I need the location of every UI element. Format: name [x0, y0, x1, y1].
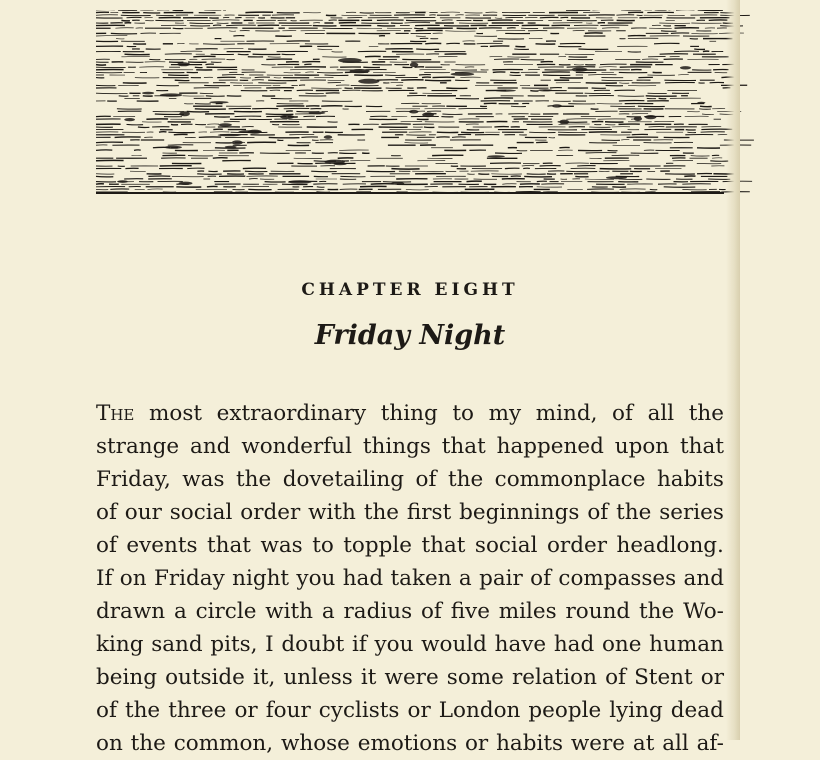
- word: of: [415, 467, 437, 492]
- word: taken: [390, 566, 452, 591]
- word: round: [565, 599, 631, 624]
- word: order: [240, 500, 301, 525]
- word: dovetailing: [282, 467, 405, 492]
- word: and: [190, 434, 231, 459]
- word: on: [96, 731, 123, 756]
- word: order: [546, 533, 607, 558]
- word: If: [96, 566, 113, 591]
- text-line: [96, 595, 724, 628]
- word: one: [601, 632, 642, 657]
- word: outside: [165, 665, 245, 690]
- word: our: [124, 500, 162, 525]
- word: some: [446, 665, 504, 690]
- word: night: [232, 566, 290, 591]
- word: the: [616, 500, 652, 525]
- word: pits,: [210, 632, 258, 657]
- word: was: [182, 467, 225, 492]
- text-line: [96, 694, 724, 727]
- word: beginnings: [459, 500, 580, 525]
- word: headlong.: [616, 533, 724, 558]
- word: strange: [96, 434, 180, 459]
- word: being: [96, 665, 157, 690]
- word: thing: [380, 401, 438, 426]
- word: radius: [343, 599, 413, 624]
- word: cyclists: [318, 698, 400, 723]
- word: king: [96, 632, 144, 657]
- word: or: [700, 665, 724, 690]
- word: extraordinary: [216, 401, 367, 426]
- word: it,: [253, 665, 276, 690]
- word: the: [447, 467, 484, 492]
- word: or: [234, 698, 258, 723]
- chapter-body: [96, 397, 724, 760]
- word: a: [458, 566, 472, 591]
- word: dead: [670, 698, 724, 723]
- word: emotions: [357, 731, 458, 756]
- text-line: [96, 529, 724, 562]
- word: at: [632, 731, 655, 756]
- word: circle: [195, 599, 257, 624]
- word: the: [688, 401, 724, 426]
- word: three: [168, 698, 227, 723]
- word: five: [450, 599, 490, 624]
- word: the: [236, 467, 272, 492]
- word: were: [384, 665, 439, 690]
- word: common,: [173, 731, 274, 756]
- word: things: [362, 434, 431, 459]
- water-engraving: [96, 0, 724, 195]
- word: Wo-: [683, 599, 724, 624]
- word: whose: [280, 731, 350, 756]
- word: drawn: [96, 599, 166, 624]
- word: of: [96, 698, 117, 723]
- word: wonderful: [241, 434, 352, 459]
- word: a: [321, 599, 335, 624]
- word: of: [96, 533, 117, 558]
- word: that: [441, 434, 486, 459]
- word: have: [494, 632, 547, 657]
- word: had: [342, 566, 384, 591]
- word: four: [265, 698, 311, 723]
- word: to: [452, 401, 474, 426]
- ship-hull-highlight: [226, 0, 566, 11]
- word: habits: [656, 467, 724, 492]
- word: first: [406, 500, 452, 525]
- word: lying: [609, 698, 663, 723]
- word: of: [420, 599, 442, 624]
- word: commonplace: [494, 467, 646, 492]
- word: mind,: [535, 401, 598, 426]
- word: the: [363, 500, 400, 525]
- word: you: [296, 566, 336, 591]
- text-line: [96, 727, 724, 760]
- word: that: [207, 533, 251, 558]
- text-line: [96, 463, 724, 496]
- word: of: [530, 566, 552, 591]
- word: most: [148, 401, 202, 426]
- text-line: [96, 496, 724, 529]
- word: Stent: [634, 665, 693, 690]
- word: was: [260, 533, 303, 558]
- word: social: [169, 500, 233, 525]
- word: London: [438, 698, 521, 723]
- word: on: [119, 566, 147, 591]
- word: of: [612, 401, 633, 426]
- word: human: [649, 632, 724, 657]
- word: of: [96, 500, 117, 525]
- chapter-number: CHAPTER EIGHT: [301, 280, 519, 300]
- word: the: [130, 731, 166, 756]
- word: sand: [151, 632, 203, 657]
- word: that: [421, 533, 466, 558]
- text-line: [96, 661, 724, 694]
- word: the: [124, 698, 161, 723]
- word: you: [374, 632, 414, 657]
- word: events: [126, 533, 198, 558]
- word: of: [587, 500, 609, 525]
- word: with: [265, 599, 314, 624]
- opening-word: The: [96, 401, 135, 426]
- word: or: [407, 698, 431, 723]
- word: a: [173, 599, 187, 624]
- engraving-illustration: [96, 0, 724, 195]
- word: upon: [614, 434, 670, 459]
- text-line: [96, 628, 724, 661]
- word: people: [528, 698, 602, 723]
- word: Friday,: [96, 467, 171, 492]
- word: social: [474, 533, 538, 558]
- chapter-title: Friday Night: [314, 320, 506, 351]
- word: doubt: [281, 632, 345, 657]
- word: topple: [343, 533, 412, 558]
- word: of: [605, 665, 626, 690]
- text-line: [96, 397, 724, 430]
- page-edge-shadow: [726, 0, 740, 740]
- word: I: [265, 632, 274, 657]
- text-line: [96, 430, 724, 463]
- word: it: [360, 665, 377, 690]
- word: pair: [479, 566, 523, 591]
- word: series: [659, 500, 724, 525]
- word: compasses: [558, 566, 677, 591]
- word: miles: [498, 599, 557, 624]
- word: my: [488, 401, 522, 426]
- word: to: [312, 533, 334, 558]
- word: habits: [496, 731, 564, 756]
- word: were: [570, 731, 626, 756]
- word: Friday: [153, 566, 225, 591]
- word: relation: [511, 665, 597, 690]
- word: with: [308, 500, 356, 525]
- word: af-: [696, 731, 724, 756]
- word: the: [639, 599, 675, 624]
- word: had: [553, 632, 595, 657]
- word: or: [464, 731, 489, 756]
- word: happened: [496, 434, 604, 459]
- word: unless: [283, 665, 353, 690]
- text-line: [96, 562, 724, 595]
- word: and: [683, 566, 724, 591]
- word: all: [662, 731, 689, 756]
- word: all: [647, 401, 675, 426]
- word: would: [421, 632, 487, 657]
- word: that: [680, 434, 724, 459]
- word: if: [351, 632, 367, 657]
